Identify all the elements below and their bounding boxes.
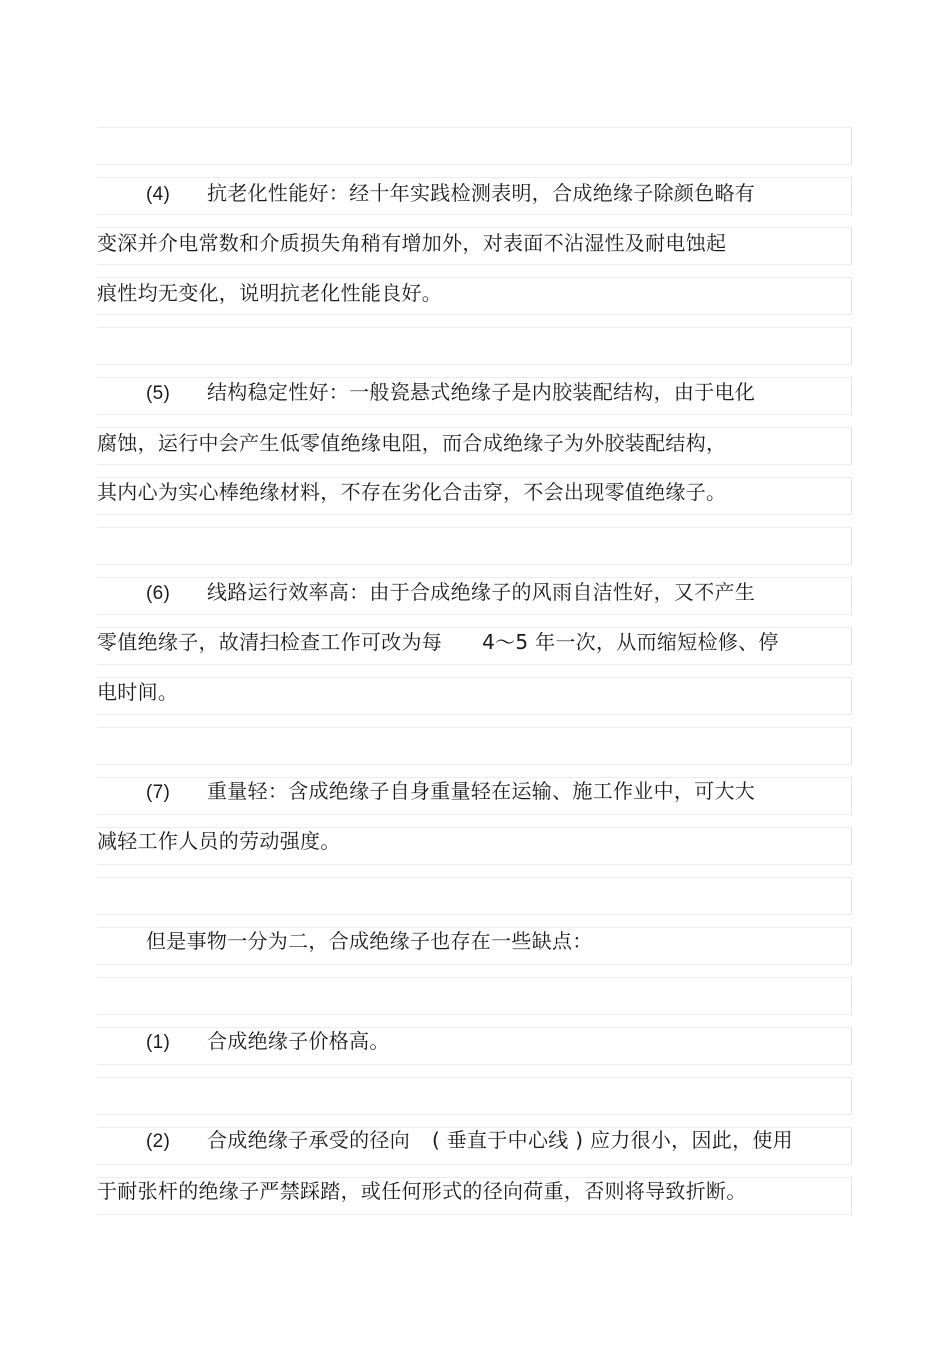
item-number: (1): [146, 1032, 171, 1053]
text: 线路运行效率高：由于合成绝缘子的风雨自洁性好，又不产生: [207, 580, 756, 604]
paragraph-7-line-1: [97, 776, 755, 806]
text: 4～5 年一次，从而缩短检修、停: [482, 630, 779, 654]
row-frame: [97, 727, 852, 765]
paragraph-7-line-2: 减轻工作人员的劳动强度。: [97, 829, 341, 853]
item-number: (2): [146, 1131, 171, 1152]
paragraph-5-line-1: [97, 377, 755, 407]
drawback-2-line-2: 于耐张杆的绝缘子严禁踩踏，或任何形式的径向荷重，否则将导致折断。: [97, 1179, 747, 1203]
paragraph-5-line-2: 腐蚀，运行中会产生低零值绝缘电阻，而合成绝缘子为外胶装配结构，: [97, 431, 727, 455]
item-number: (7): [146, 782, 171, 803]
item-number: (4): [146, 184, 171, 205]
text: 结构稳定性好：一般瓷悬式绝缘子是内胶装配结构，由于电化: [207, 380, 756, 404]
paragraph-6-line-3: 电时间。: [97, 680, 179, 704]
text: 合成绝缘子价格高。: [207, 1029, 390, 1053]
drawback-1-line-1: [97, 1026, 390, 1056]
row-frame: [97, 1077, 852, 1115]
paragraph-4-line-1: [97, 178, 755, 208]
text: ( 垂直于中心线 ) 应力很小，因此，使用: [432, 1128, 793, 1152]
row-frame: [97, 677, 852, 715]
row-frame: [97, 877, 852, 915]
text: 零值绝缘子，故清扫检查工作可改为每: [97, 630, 443, 654]
item-number: (5): [146, 383, 171, 404]
paragraph-4-line-3: 痕性均无变化，说明抗老化性能良好。: [97, 281, 443, 305]
row-frame: [97, 977, 852, 1015]
row-frame: [97, 127, 852, 165]
paragraph-6-line-2: [97, 627, 779, 657]
text: 抗老化性能好：经十年实践检测表明，合成绝缘子除颜色略有: [207, 181, 756, 205]
text: 合成绝缘子承受的径向: [207, 1128, 410, 1152]
paragraph-5-line-3: 其内心为实心棒绝缘材料，不存在劣化合击穿，不会出现零值绝缘子。: [97, 480, 727, 504]
text: 重量轻：含成绝缘子自身重量轻在运输、施工作业中，可大大: [207, 779, 756, 803]
paragraph-4-line-2: 变深并介电常数和介质损失角稍有增加外，对表面不沾湿性及耐电蚀起: [97, 231, 727, 255]
row-frame: [97, 327, 852, 365]
drawbacks-intro: [97, 926, 593, 956]
paragraph-6-line-1: [97, 577, 755, 607]
drawback-2-line-1: [97, 1125, 793, 1155]
item-number: (6): [146, 583, 171, 604]
row-frame: [97, 527, 852, 565]
text: 但是事物一分为二，合成绝缘子也存在一些缺点：: [146, 929, 593, 953]
